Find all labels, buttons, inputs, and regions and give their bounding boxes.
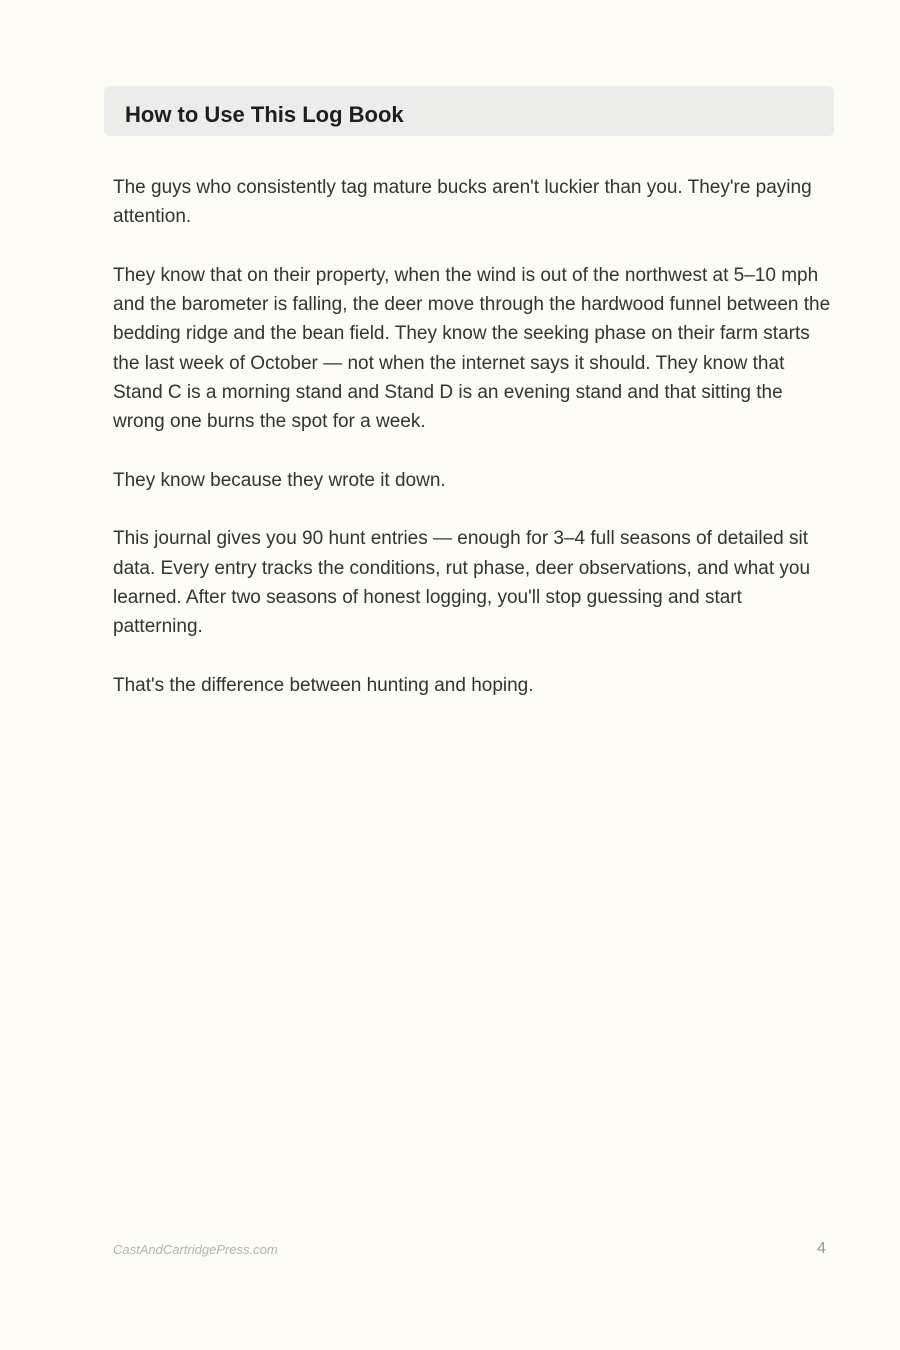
section-title: How to Use This Log Book <box>125 102 404 127</box>
paragraph-property-knowledge: They know that on their property, when the wind is out of the northwest at 5–10 mph and the barometer is falling, the deer move through the hardwood funnel between the bedding ridge and the bean field. They know the seeking phase on their farm starts the last week of October — not when the internet says it should. They know that Stand C is a morning stand and Stand D is an evening stand and that sitting the wrong one burns the spot for a week. <box>113 264 831 432</box>
paragraph-intro: The guys who consistently tag mature bucks aren't luckier than you. They're paying attention. <box>113 177 812 228</box>
paragraph-journal-entries: This journal gives you 90 hunt entries — enough for 3–4 full seasons of detailed sit data. Every entry tracks the conditions, rut phase, deer observations, and what you learned. After two seasons of honest logging, you'll stop guessing and start patterning. <box>113 528 811 637</box>
body-text <box>113 173 833 729</box>
page-number: 4 <box>817 1240 826 1257</box>
paragraph-closing: That's the difference between hunting and hoping. <box>113 674 534 696</box>
section-header <box>104 86 834 136</box>
footer-website: CastAndCartridgePress.com <box>113 1242 278 1257</box>
paragraph-wrote-it-down: They know because they wrote it down. <box>113 469 446 491</box>
